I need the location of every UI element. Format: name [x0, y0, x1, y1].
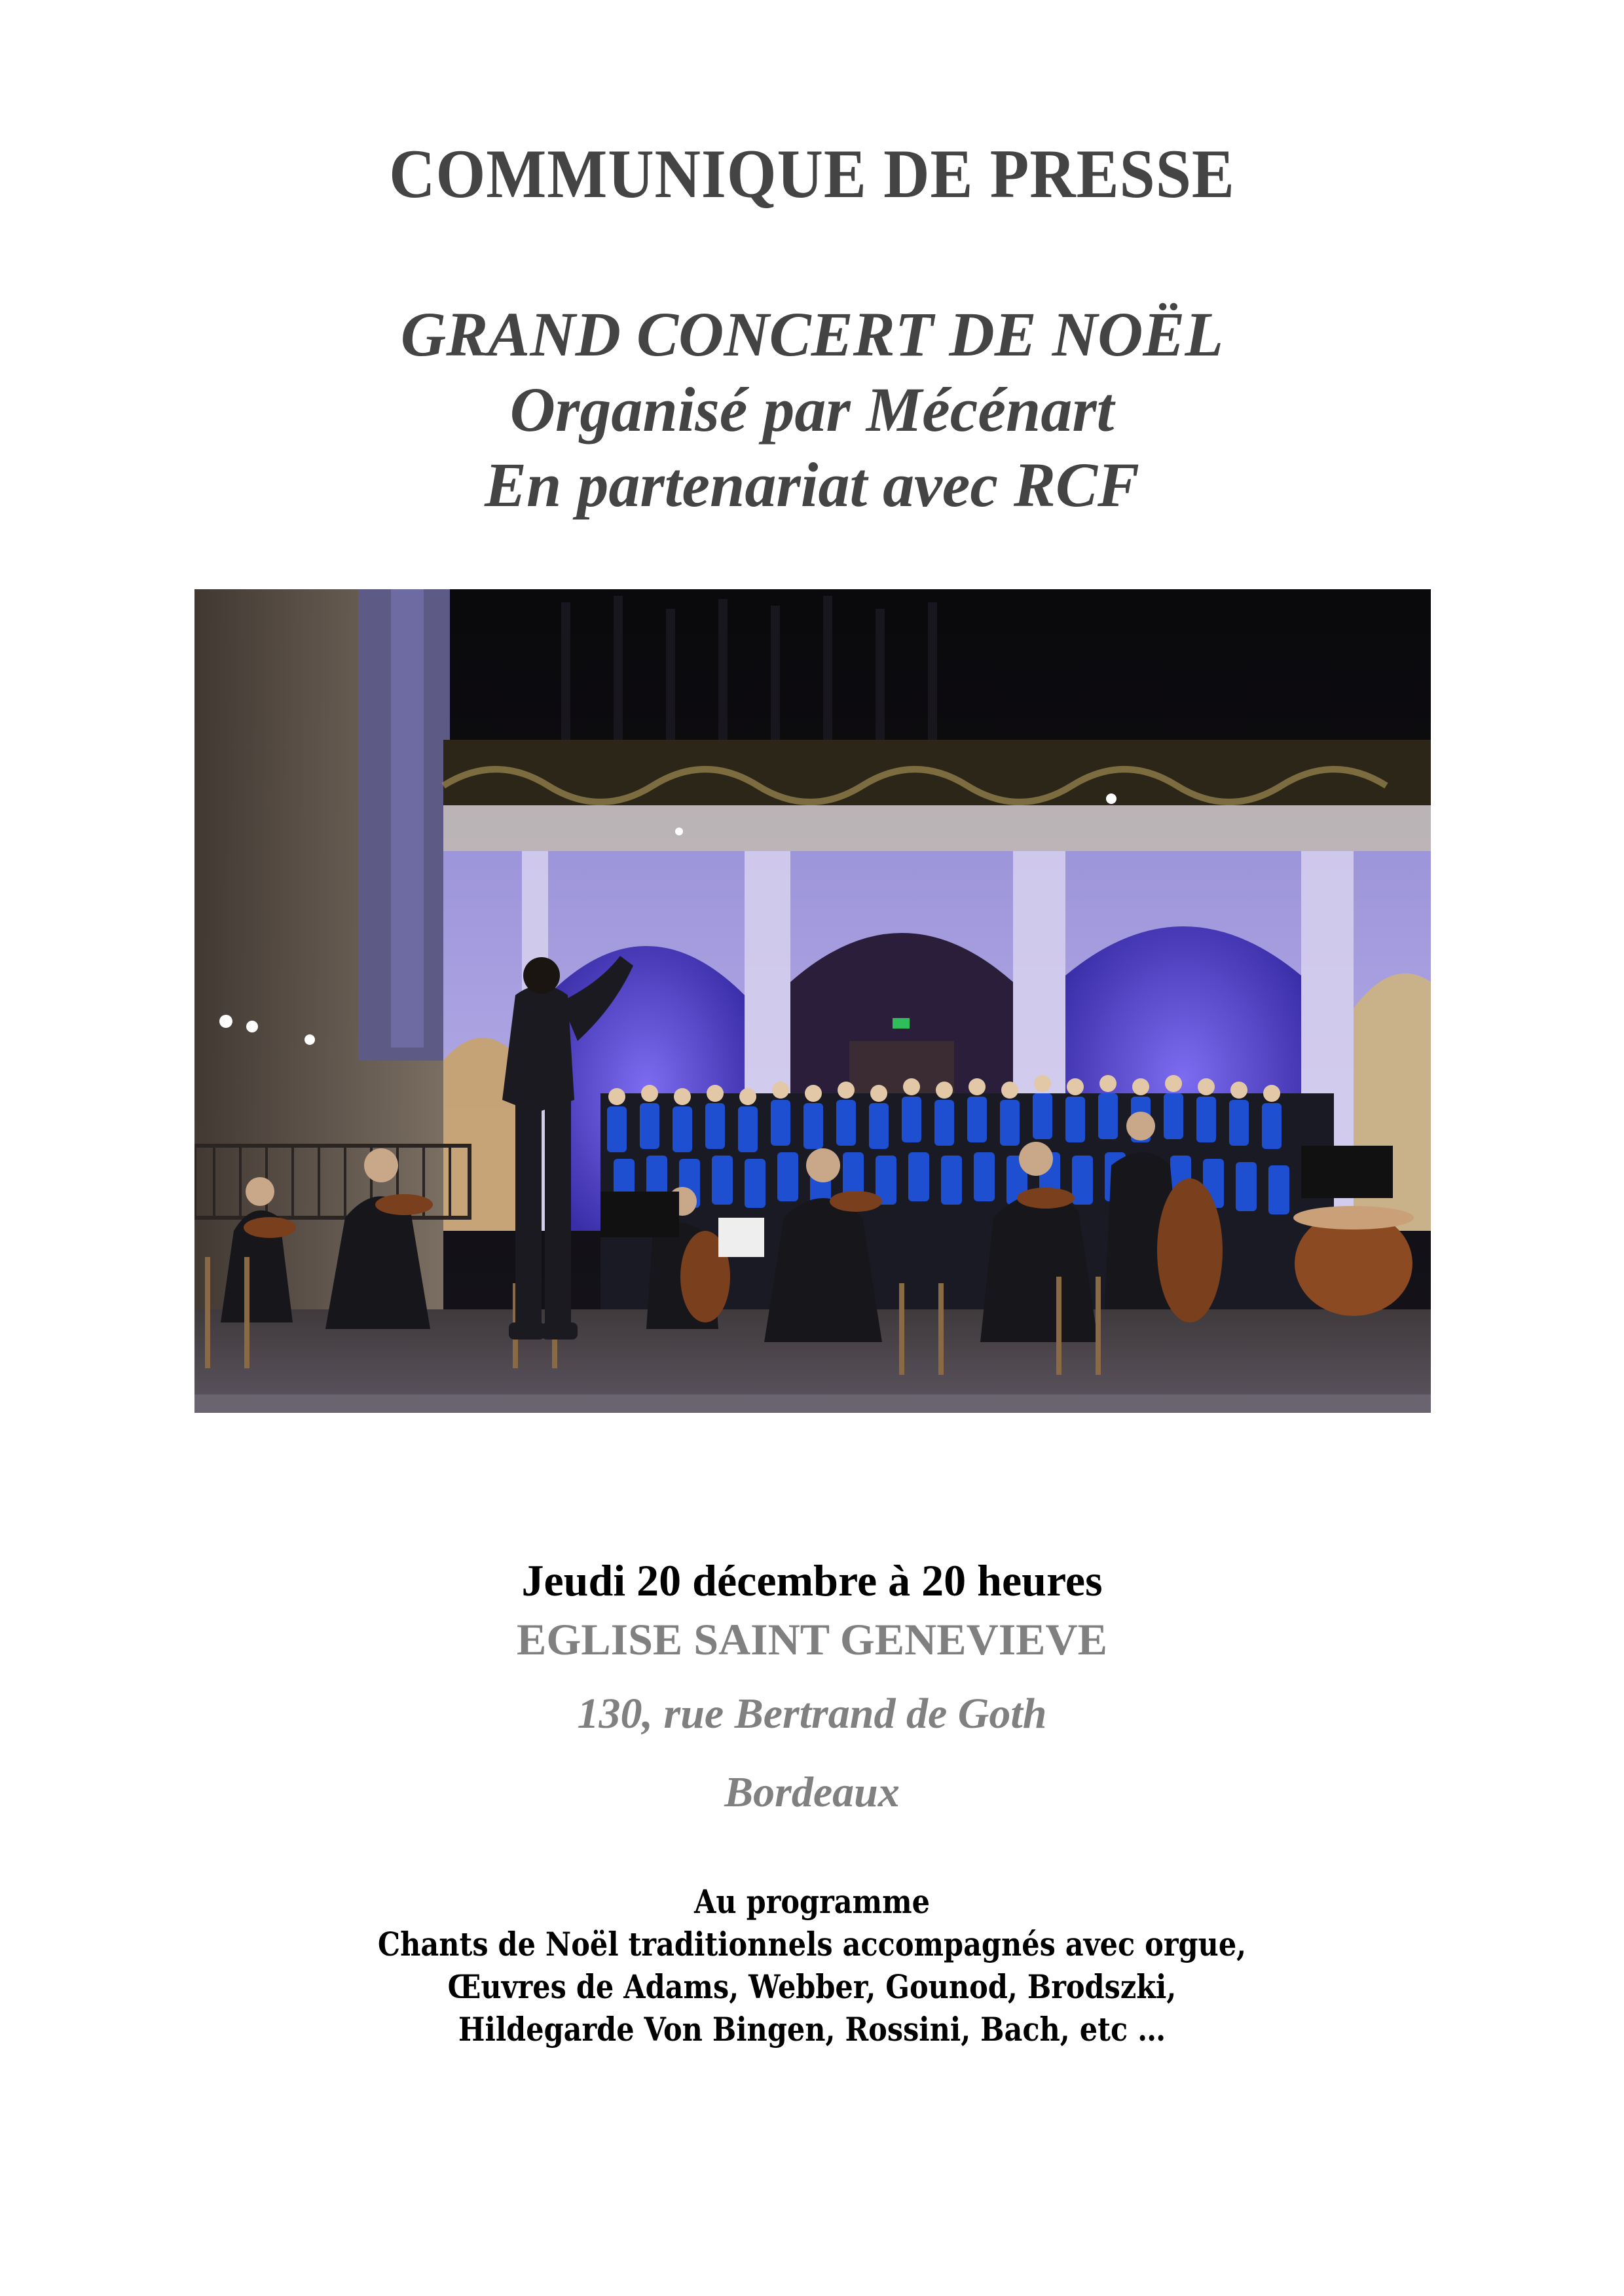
concert-photo: [194, 589, 1431, 1413]
programme-line: Œuvres de Adams, Webber, Gounod, Brodszki,: [447, 1967, 1177, 2006]
event-venue: EGLISE SAINT GENEVIEVE: [517, 1614, 1107, 1664]
partner-line: En partenariat avec RCF: [484, 450, 1140, 520]
event-title: GRAND CONCERT DE NOËL: [400, 299, 1224, 369]
programme-line: Chants de Noël traditionnels accompagnés avec orgue,: [377, 1925, 1247, 1963]
event-datetime: Jeudi 20 décembre à 20 heures: [521, 1556, 1103, 1605]
programme-line: Hildegarde Von Bingen, Rossini, Bach, etc …: [458, 2010, 1166, 2049]
event-street-address: 130, rue Bertrand de Goth: [577, 1690, 1047, 1738]
concert-photo-illustration: [194, 589, 1431, 1413]
event-city: Bordeaux: [724, 1768, 900, 1816]
programme-heading: Au programme: [694, 1882, 930, 1921]
page-heading: COMMUNIQUE DE PRESSE: [389, 136, 1235, 212]
organizer-line: Organisé par Mécénart: [509, 374, 1115, 445]
